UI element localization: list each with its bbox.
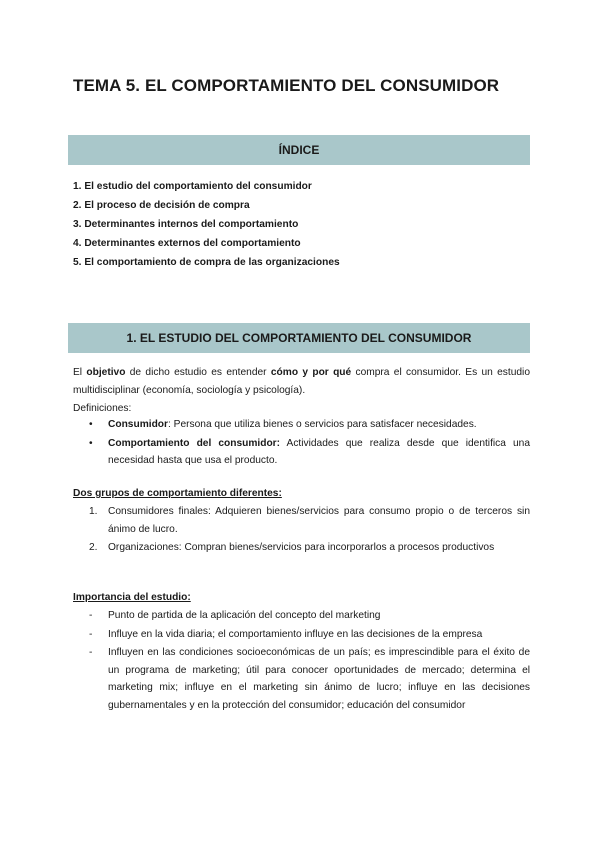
importance-list bbox=[73, 607, 530, 715]
group-text: Organizaciones: Compran bienes/servicios para incorporarlos a procesos productivos bbox=[108, 542, 495, 553]
groups-heading: Dos grupos de comportamiento diferentes: bbox=[73, 488, 282, 499]
section1-intro: El objetivo de dicho estudio es entender cómo y por qué compra el consumidor. Es un estudio multidisciplinar (economía, sociología y psicología). bbox=[73, 367, 530, 396]
bullet-icon: • bbox=[89, 437, 93, 449]
index-item-4[interactable]: 4. Determinantes externos del comportamiento bbox=[73, 238, 301, 249]
section1-banner bbox=[68, 323, 530, 353]
section1-heading: 1. EL ESTUDIO DEL COMPORTAMIENTO DEL CONSUMIDOR bbox=[126, 331, 472, 345]
bullet-icon: • bbox=[89, 419, 93, 430]
index-banner bbox=[68, 135, 530, 165]
importance-heading: Importancia del estudio: bbox=[73, 592, 191, 603]
index-item-3[interactable]: 3. Determinantes internos del comportamiento bbox=[73, 219, 299, 230]
index-item-1[interactable]: 1. El estudio del comportamiento del consumidor bbox=[73, 181, 312, 192]
importance-text: Influyen en las condiciones socioeconómicas de un país; es imprescindible para el éxito de un programa de marketing; útil para conocer oportunidades de mercado; determina el marketing mix; influye en el marketing sin ánimo de lucro; influye en las decisiones gubernamentales y en la protección del consumidor; educación del consumidor bbox=[108, 647, 530, 711]
index-item-2[interactable]: 2. El proceso de decisión de compra bbox=[73, 200, 250, 211]
importance-text: Influye en la vida diaria; el comportamiento influye en las decisiones de la empresa bbox=[108, 628, 483, 640]
group-text: Consumidores finales: Adquieren bienes/servicios para consumo propio o de terceros sin ánimo de lucro. bbox=[108, 506, 530, 535]
group-item: 2. Organizaciones: Compran bienes/servicios para incorporarlos a procesos productivos bbox=[89, 542, 495, 553]
importance-item: - Punto de partida de la aplicación del concepto del marketing bbox=[89, 610, 381, 621]
index-list bbox=[73, 180, 340, 275]
como-por-que-term: cómo y por qué bbox=[270, 367, 352, 378]
definition-term: Consumidor bbox=[108, 419, 168, 430]
index-heading: ÍNDICE bbox=[278, 143, 320, 157]
definition-term: Comportamiento del consumidor: bbox=[108, 437, 281, 449]
importance-item: - Influye en la vida diaria; el comportamiento influye en las decisiones de la empresa bbox=[89, 628, 483, 640]
importance-item: - Influyen en las condiciones socioeconómicas de un país; es imprescindible para el éxito de un programa de marketing; útil para conocer oportunidades de mercado; determina el marketing mix; influye en el marketing sin ánimo de lucro; influye en las decisiones gubernamentales y en la protección del consumidor; educación del consumidor bbox=[89, 647, 530, 711]
definition-text: : Persona que utiliza bienes o servicios para satisfacer necesidades. bbox=[168, 419, 477, 430]
group-item: 1. Consumidores finales: Adquieren bienes/servicios para consumo propio o de terceros sin ánimo de lucro. bbox=[89, 506, 530, 535]
definitions-label: Definiciones: bbox=[73, 403, 132, 414]
index-item-5[interactable]: 5. El comportamiento de compra de las organizaciones bbox=[73, 257, 340, 268]
definition-item bbox=[73, 416, 530, 434]
groups-list bbox=[73, 503, 530, 558]
importance-text: Punto de partida de la aplicación del concepto del marketing bbox=[108, 610, 381, 621]
document-title: TEMA 5. EL COMPORTAMIENTO DEL CONSUMIDOR bbox=[73, 76, 500, 95]
objetivo-term: objetivo bbox=[86, 367, 126, 378]
definitions-list bbox=[73, 416, 530, 471]
definition-item bbox=[73, 435, 530, 470]
definition-text: Actividades que realiza desde que identifica una necesidad hasta que usa el producto. bbox=[108, 437, 530, 466]
